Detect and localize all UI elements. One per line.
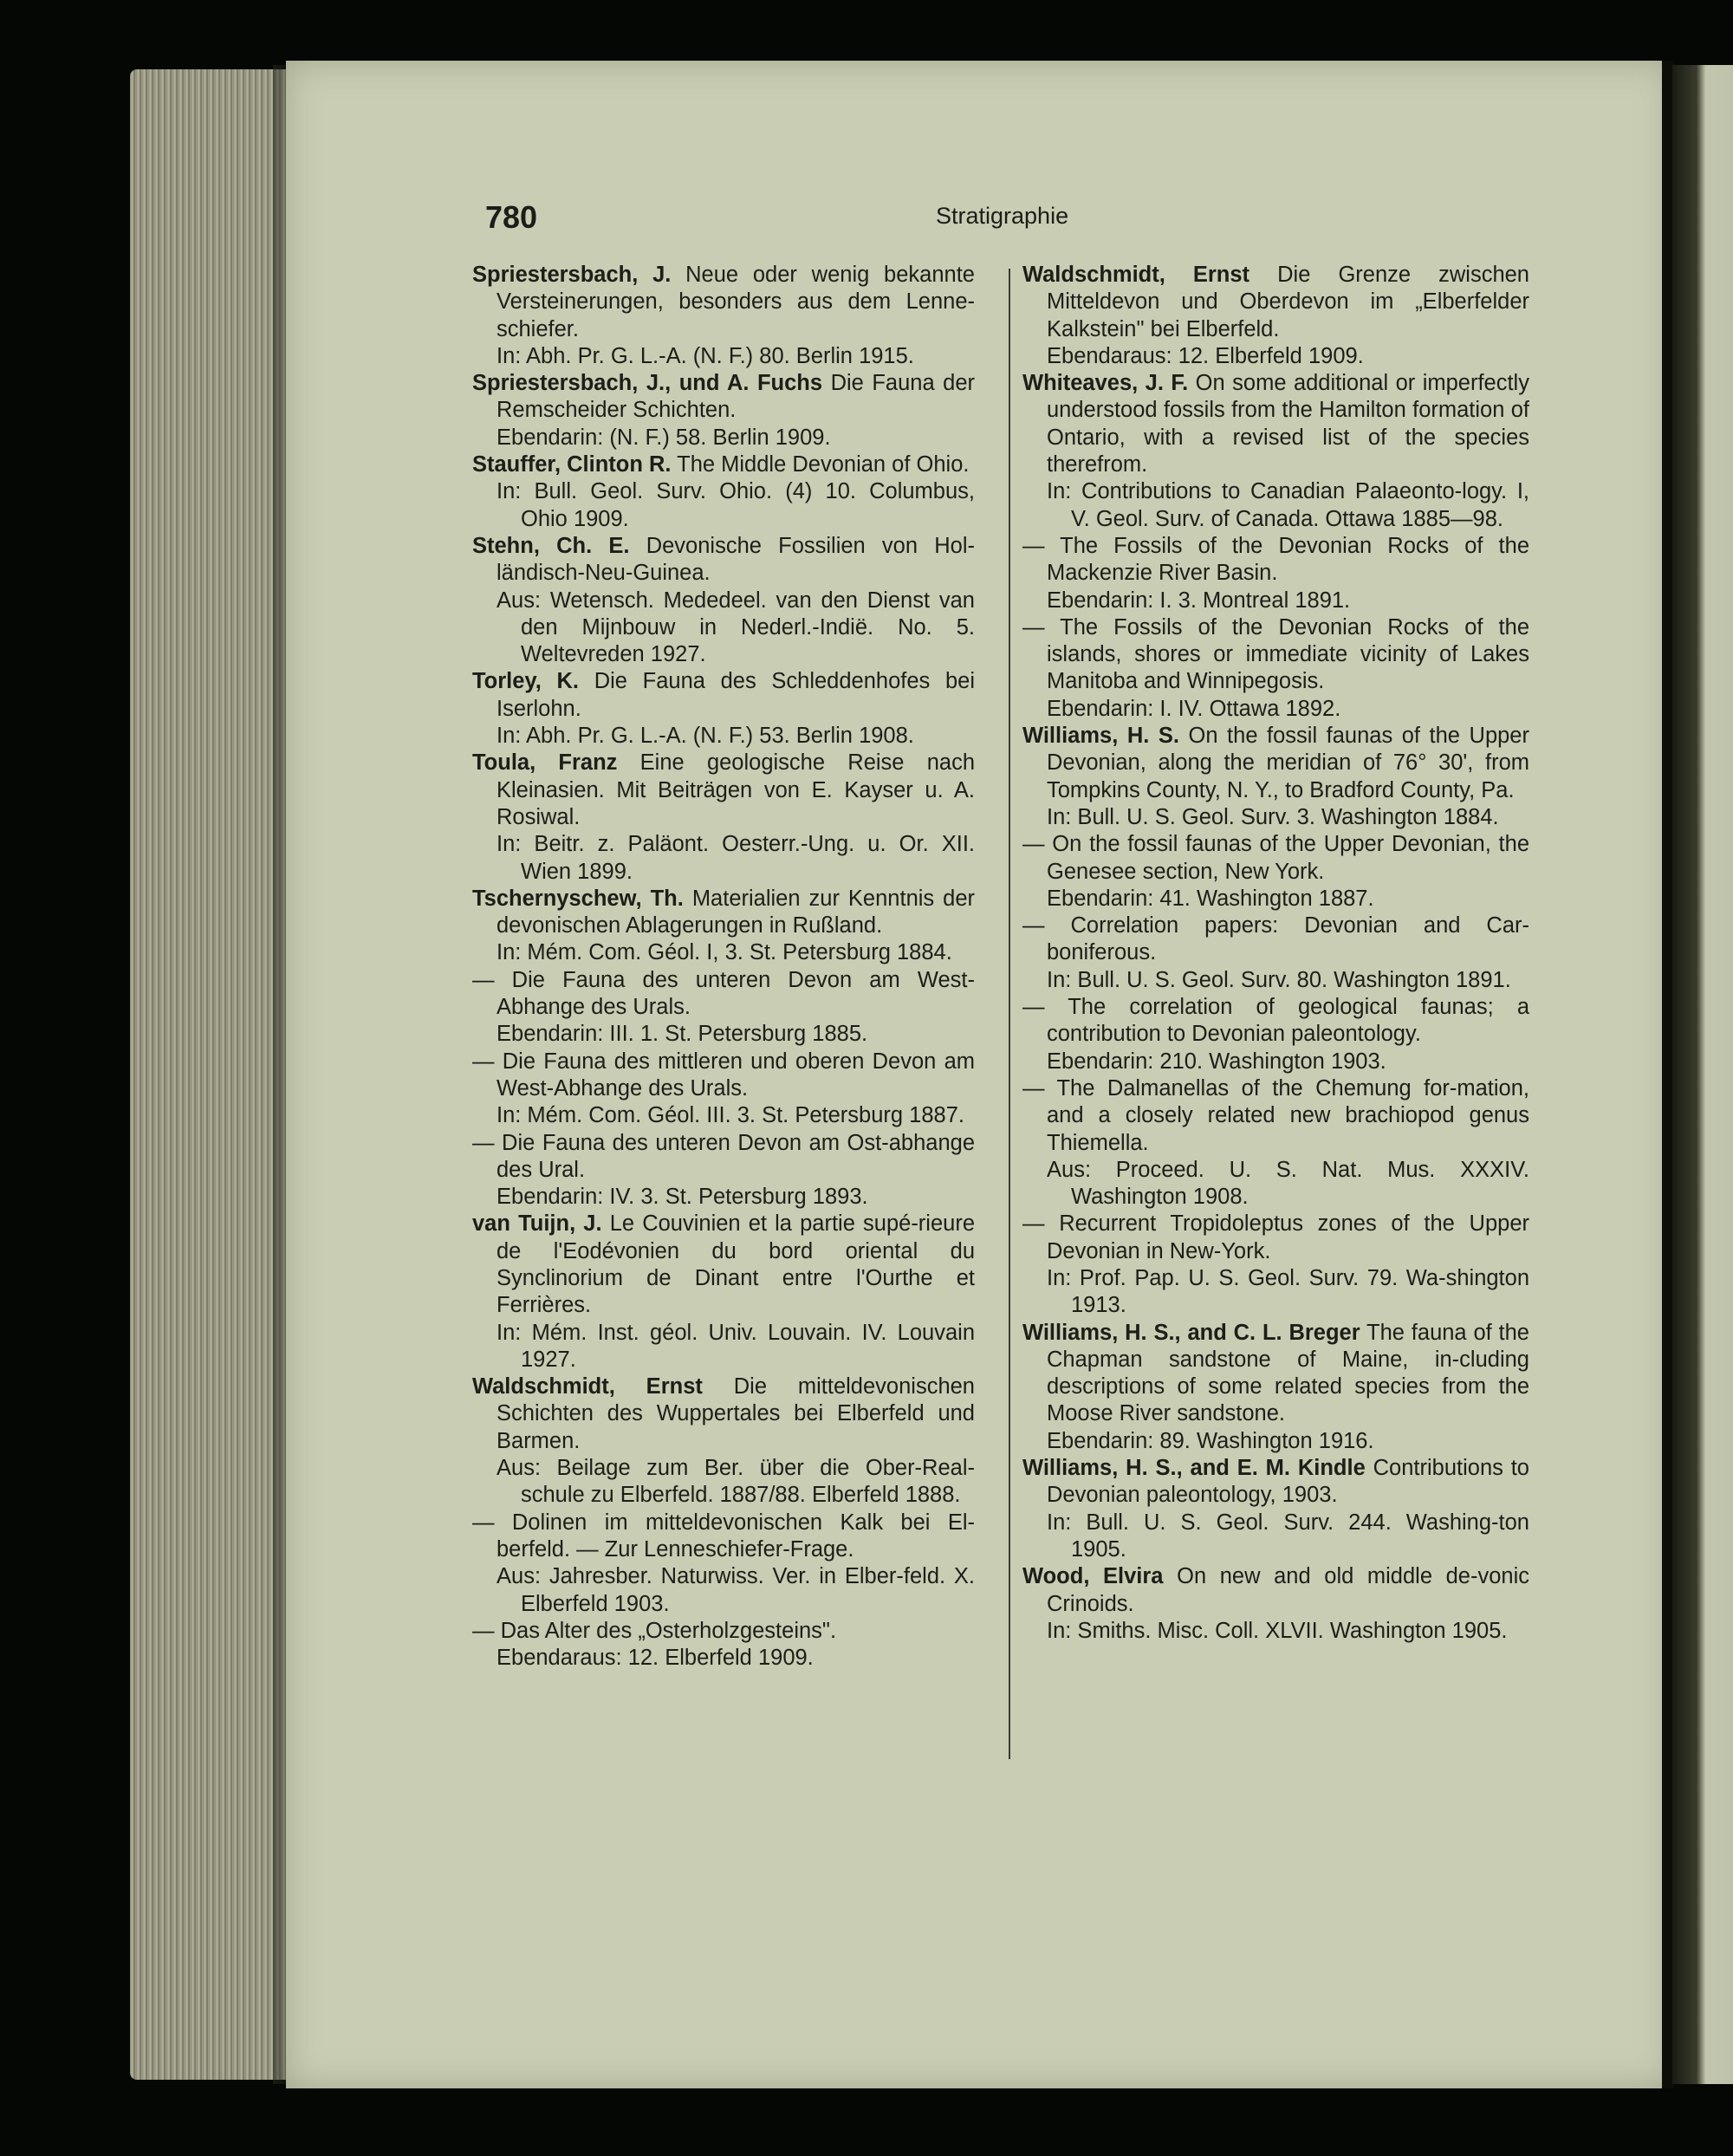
entry-author: — bbox=[1022, 913, 1045, 938]
entry-title: Correlation papers: Devonian and Car-boniferous. bbox=[1047, 913, 1530, 965]
entry-source: In: Mém. Com. Géol. I, 3. St. Petersburg 1884. bbox=[497, 940, 952, 965]
bibliography-entry bbox=[1022, 1563, 1529, 1645]
column-divider bbox=[1009, 269, 1010, 1759]
entry-title: Eine geologische Reise nach Kleinasien. Mit Beiträgen von E. Kayser u. A. Rosiwal. bbox=[497, 750, 975, 829]
entry-citation bbox=[1022, 262, 1529, 343]
bibliography-entry bbox=[472, 1373, 975, 1509]
bibliography-entry bbox=[472, 886, 975, 967]
bibliography-entry bbox=[472, 1130, 975, 1211]
entry-citation bbox=[472, 1618, 975, 1645]
bibliography-entry bbox=[472, 1618, 975, 1672]
bibliography-entry bbox=[472, 668, 975, 750]
bibliography-entry bbox=[1022, 723, 1529, 831]
entry-author: Torley, K. bbox=[472, 669, 579, 694]
entry-title: Die Fauna des mittleren und oberen Devon am West-Abhange des Urals. bbox=[497, 1049, 975, 1101]
entry-citation bbox=[472, 750, 975, 831]
bibliography-entry bbox=[472, 1510, 975, 1618]
entry-title: The fauna of the Chapman sandstone of Maine, in-cluding descriptions of some related species from the Moose River sandstone. bbox=[1047, 1320, 1529, 1426]
entry-author: Stehn, Ch. E. bbox=[472, 533, 630, 558]
bibliography-entry bbox=[472, 533, 975, 668]
bibliography-entry bbox=[1022, 370, 1529, 533]
entry-source: Ebendarin: 41. Washington 1887. bbox=[1047, 886, 1374, 911]
entry-citation bbox=[472, 1211, 975, 1319]
entry-source: Ebendaraus: 12. Elberfeld 1909. bbox=[497, 1646, 814, 1671]
entry-author: — bbox=[472, 1510, 495, 1535]
left-column bbox=[472, 262, 975, 1672]
entry-title: Le Couvinien et la partie supé-rieure de l'Eodévonien du bord oriental du Synclinorium de Dinant entre l'Ourthe et Ferrières. bbox=[497, 1211, 976, 1318]
entry-author: — bbox=[1022, 1211, 1045, 1237]
entry-source: Ebendarin: 210. Washington 1903. bbox=[1047, 1049, 1386, 1074]
entry-author: — bbox=[1022, 1075, 1045, 1101]
entry-author: Spriestersbach, J., und A. Fuchs bbox=[472, 371, 823, 396]
entry-citation bbox=[472, 1049, 975, 1103]
entry-author: — bbox=[472, 1049, 495, 1074]
entry-source: Ebendarin: III. 1. St. Petersburg 1885. bbox=[497, 1022, 868, 1047]
entry-citation bbox=[1022, 1563, 1529, 1618]
entry-citation bbox=[472, 370, 975, 425]
bibliography-entry bbox=[472, 451, 975, 533]
entry-title: Contributions to Devonian paleontology, 1903. bbox=[1047, 1456, 1529, 1508]
bibliography-entry bbox=[1022, 1455, 1529, 1563]
entry-source: In: Smiths. Misc. Coll. XLVII. Washington 1905. bbox=[1047, 1618, 1508, 1643]
entry-title: On the fossil faunas of the Upper Devonian, along the meridian of 76° 30', from Tompkins County, N. Y., to Bradford County, Pa. bbox=[1047, 724, 1529, 802]
entry-source: Ebendaraus: 12. Elberfeld 1909. bbox=[1047, 343, 1364, 368]
entry-title: Die Fauna des unteren Devon am Ost-abhange des Ural. bbox=[497, 1130, 975, 1182]
entry-title: Materialien zur Kenntnis der devonischen Ablagerungen in Rußland. bbox=[497, 886, 976, 938]
entry-source: In: Abh. Pr. G. L.-A. (N. F.) 80. Berlin 1915. bbox=[497, 343, 914, 368]
entry-citation bbox=[1022, 1211, 1529, 1265]
entry-title: The correlation of geological faunas; a contribution to Devonian paleontology. bbox=[1047, 995, 1530, 1047]
entry-citation bbox=[1022, 1075, 1529, 1157]
entry-author: Waldschmidt, Ernst bbox=[1022, 263, 1250, 287]
bibliography-entry bbox=[1022, 533, 1529, 614]
entry-citation bbox=[472, 1510, 975, 1564]
entry-author: Williams, H. S., and C. L. Breger bbox=[1022, 1320, 1360, 1345]
entry-citation bbox=[1022, 831, 1529, 886]
bibliography-entry bbox=[1022, 994, 1529, 1075]
bibliography-entry bbox=[472, 967, 975, 1049]
entry-title: On new and old middle de-vonic Crinoids. bbox=[1047, 1564, 1529, 1616]
page-header bbox=[485, 199, 1560, 243]
entry-author: Williams, H. S. bbox=[1022, 724, 1179, 749]
entry-author: Stauffer, Clinton R. bbox=[472, 452, 672, 477]
bibliography-entry bbox=[1022, 614, 1529, 723]
entry-author: — bbox=[1022, 614, 1045, 640]
entry-source: Aus: Wetensch. Mededeel. van den Dienst van den Mijnbouw in Nederl.-Indië. No. 5. Weltevreden 1927. bbox=[497, 588, 975, 667]
entry-author: — bbox=[1022, 832, 1045, 857]
entry-citation bbox=[1022, 994, 1529, 1049]
entry-citation bbox=[1022, 1320, 1529, 1428]
entry-source: In: Abh. Pr. G. L.-A. (N. F.) 53. Berlin 1908. bbox=[497, 724, 914, 749]
entry-author: Wood, Elvira bbox=[1022, 1564, 1164, 1589]
page-number: 780 bbox=[485, 199, 538, 235]
entry-title: Das Alter des „Osterholzgesteins". bbox=[500, 1618, 837, 1643]
entry-citation bbox=[1022, 614, 1529, 696]
entry-title: Neue oder wenig bekannte Versteinerungen, besonders aus dem Lenne-schiefer. bbox=[497, 263, 975, 341]
entry-citation bbox=[1022, 1455, 1529, 1510]
entry-author: van Tuijn, J. bbox=[472, 1211, 602, 1237]
bibliography-entry bbox=[472, 1211, 975, 1373]
entry-citation bbox=[472, 262, 975, 343]
entry-source: Aus: Beilage zum Ber. über die Ober-Real-schule zu Elberfeld. 1887/88. Elberfeld 1888. bbox=[497, 1456, 975, 1508]
entry-citation bbox=[1022, 912, 1529, 967]
entry-citation bbox=[472, 668, 975, 723]
entry-author: Spriestersbach, J. bbox=[472, 263, 672, 287]
entry-source: In: Prof. Pap. U. S. Geol. Surv. 79. Wa-shington 1913. bbox=[1047, 1265, 1529, 1318]
entry-citation bbox=[472, 533, 975, 588]
entry-author: Tschernyschew, Th. bbox=[472, 886, 684, 911]
entry-title: The Fossils of the Devonian Rocks of the Mackenzie River Basin. bbox=[1047, 533, 1530, 586]
entry-author: — bbox=[1022, 995, 1045, 1020]
entry-title: Die Fauna des unteren Devon am West-Abhange des Urals. bbox=[497, 967, 975, 1020]
entry-citation bbox=[472, 1130, 975, 1185]
facing-page-edge bbox=[1672, 65, 1733, 2084]
entry-author: — bbox=[472, 1618, 495, 1643]
entry-citation bbox=[1022, 723, 1529, 804]
entry-citation bbox=[472, 1373, 975, 1455]
entry-source: In: Bull. U. S. Geol. Surv. 3. Washington 1884. bbox=[1047, 804, 1499, 829]
entry-title: The Dalmanellas of the Chemung for-mation, and a closely related new brachiopod genus Thiemella. bbox=[1047, 1075, 1529, 1155]
entry-author: — bbox=[472, 967, 495, 992]
entry-title: On some additional or imperfectly understood fossils from the Hamilton formation of Ontario, with a revised list of the species therefrom. bbox=[1047, 371, 1529, 477]
entry-source: In: Bull. U. S. Geol. Surv. 80. Washington 1891. bbox=[1047, 967, 1511, 992]
entry-title: Dolinen im mitteldevonischen Kalk bei El-berfeld. — Zur Lenneschiefer-Frage. bbox=[497, 1510, 975, 1562]
bibliography-entry bbox=[1022, 262, 1529, 370]
entry-title: Recurrent Tropidoleptus zones of the Upper Devonian in New-York. bbox=[1047, 1211, 1529, 1263]
entry-source: Ebendarin: I. 3. Montreal 1891. bbox=[1047, 588, 1351, 613]
bibliography-entry bbox=[1022, 1211, 1529, 1319]
entry-source: Ebendarin: 89. Washington 1916. bbox=[1047, 1428, 1374, 1453]
entry-source: In: Contributions to Canadian Palaeonto-logy. I, V. Geol. Surv. of Canada. Ottawa 1885—98. bbox=[1047, 479, 1529, 531]
entry-author: — bbox=[1022, 533, 1045, 558]
entry-source: In: Bull. U. S. Geol. Surv. 244. Washing-ton 1905. bbox=[1047, 1510, 1529, 1562]
bibliography-entry bbox=[472, 750, 975, 885]
entry-author: Toula, Franz bbox=[472, 750, 618, 776]
entry-author: Waldschmidt, Ernst bbox=[472, 1374, 703, 1399]
entry-citation bbox=[472, 967, 975, 1022]
entry-citation bbox=[1022, 533, 1529, 588]
entry-title: The Middle Devonian of Ohio. bbox=[677, 452, 970, 477]
entry-citation bbox=[472, 886, 975, 940]
entry-source: In: Beitr. z. Paläont. Oesterr.-Ung. u. Or. XII. Wien 1899. bbox=[497, 832, 975, 884]
bibliography-entry bbox=[1022, 831, 1529, 912]
bibliography-entry bbox=[1022, 1075, 1529, 1211]
entry-source: Ebendarin: I. IV. Ottawa 1892. bbox=[1047, 696, 1341, 721]
bibliography-entry bbox=[472, 1049, 975, 1130]
right-column bbox=[1022, 262, 1529, 1645]
entry-title: Die Grenze zwischen Mitteldevon und Oberdevon im „Elberfelder Kalkstein" bei Elberfeld. bbox=[1047, 263, 1529, 341]
entry-source: Ebendarin: IV. 3. St. Petersburg 1893. bbox=[497, 1185, 868, 1210]
bibliography-entry bbox=[472, 370, 975, 451]
entry-source: Aus: Proceed. U. S. Nat. Mus. XXXIV. Washington 1908. bbox=[1047, 1157, 1529, 1210]
bibliography-entry bbox=[472, 262, 975, 370]
bibliography-entry bbox=[1022, 1320, 1529, 1455]
entry-citation bbox=[1022, 370, 1529, 478]
entry-title: Die Fauna des Schleddenhofes bei Iserlohn. bbox=[497, 669, 975, 721]
entry-source: Ebendarin: (N. F.) 58. Berlin 1909. bbox=[497, 425, 831, 450]
book-page-edges bbox=[130, 69, 290, 2080]
entry-source: Aus: Jahresber. Naturwiss. Ver. in Elber-feld. X. Elberfeld 1903. bbox=[497, 1564, 975, 1616]
entry-citation bbox=[472, 451, 975, 478]
running-title: Stratigraphie bbox=[936, 203, 1069, 229]
entry-source: In: Bull. Geol. Surv. Ohio. (4) 10. Columbus, Ohio 1909. bbox=[497, 479, 975, 531]
entry-title: The Fossils of the Devonian Rocks of the islands, shores or immediate vicinity of Lakes Manitoba and Winnipegosis. bbox=[1047, 614, 1530, 694]
entry-title: On the fossil faunas of the Upper Devonian, the Genesee section, New York. bbox=[1047, 832, 1529, 884]
entry-title: Devonische Fossilien von Hol-ländisch-Neu-Guinea. bbox=[497, 533, 975, 586]
bibliography-entry bbox=[1022, 912, 1529, 994]
entry-title: Die mitteldevonischen Schichten des Wuppertales bei Elberfeld und Barmen. bbox=[497, 1374, 975, 1453]
entry-author: — bbox=[472, 1130, 495, 1155]
entry-author: Williams, H. S., and E. M. Kindle bbox=[1022, 1456, 1366, 1481]
entry-source: In: Mém. Com. Géol. III. 3. St. Petersburg 1887. bbox=[497, 1103, 964, 1128]
entry-source: In: Mém. Inst. géol. Univ. Louvain. IV. Louvain 1927. bbox=[497, 1320, 975, 1372]
entry-author: Whiteaves, J. F. bbox=[1022, 371, 1189, 396]
entry-title: Die Fauna der Remscheider Schichten. bbox=[497, 371, 975, 423]
